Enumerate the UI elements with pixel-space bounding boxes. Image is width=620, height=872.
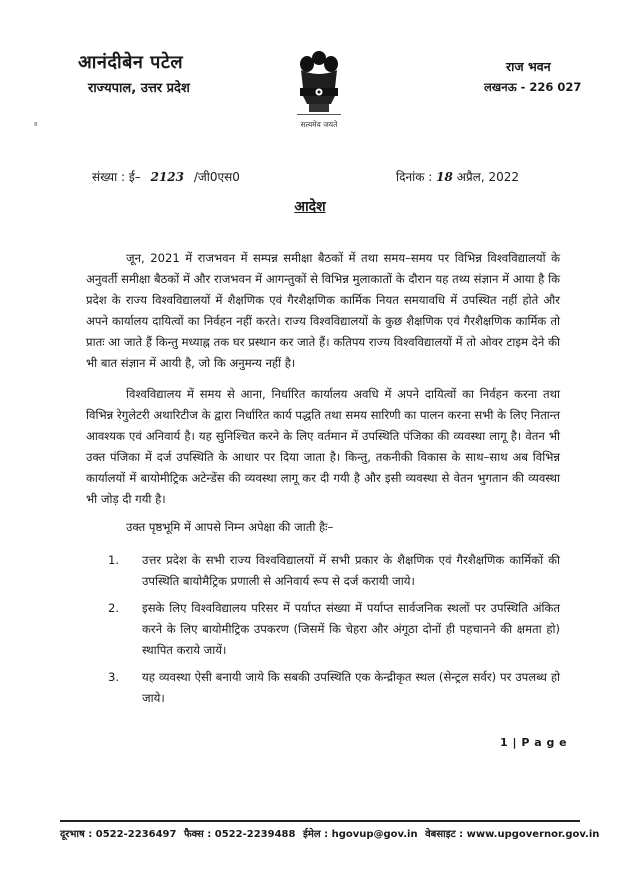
ref-prefix: संख्या : ई– bbox=[92, 170, 141, 184]
document-title: आदेश bbox=[294, 199, 326, 215]
document-date bbox=[396, 168, 519, 185]
list-item bbox=[108, 667, 560, 709]
body-paragraph-1: जून, 2021 में राजभवन में सम्पन्न समीक्षा बैठकों में तथा समय–समय पर विभिन्न विश्वविद्यालयों के अनुवर्ती समीक्षा बैठकों में और राजभवन में आगन्तुकों से विभिन्न मुलाकातों के दौरान यह तथ्य संज्ञान में आया है कि प्रदेश के राज्य विश्वविद्यालयों में शैक्षणिक एवं गैरशैक्षणिक कार्मिक नियत समयावधि में उपस्थित नहीं होते और अपने कार्यालय दायित्वों का निर्वहन नहीं करते। राज्य विश्वविद्यालयों के कुछ शैक्षणिक एवं गैरशैक्षणिक कार्मिक तो प्रातः आ जाते हैं किन्तु मध्याह्न तक घर प्रस्थान कर जाते हैं। कतिपय राज्य विश्वविद्यालयों में तो ओवर टाइम देने की भी बात संज्ञान में आयी है, जो कि अनुमन्य नहीं है। bbox=[86, 251, 560, 370]
margin-mark: ⁸ bbox=[34, 122, 38, 132]
office-name: राज भवन bbox=[506, 59, 551, 74]
footer-divider bbox=[60, 820, 580, 822]
list-item bbox=[108, 598, 560, 661]
office-city: लखनऊ - 226 027 bbox=[484, 80, 582, 94]
footer-email[interactable]: ईमेल : hgovup@gov.in bbox=[302, 829, 418, 840]
governor-role: राज्यपाल, उत्तर प्रदेश bbox=[88, 81, 190, 96]
state-emblem-icon bbox=[291, 48, 347, 136]
date-prefix: दिनांक : bbox=[396, 170, 433, 184]
item-number: 1. bbox=[108, 553, 120, 567]
footer-phone: दूरभाष : 0522-2236497 bbox=[60, 829, 177, 840]
item-number: 3. bbox=[108, 670, 120, 684]
list-item bbox=[108, 550, 560, 592]
reference-number bbox=[92, 168, 240, 185]
item-text: यह व्यवस्था ऐसी बनायी जाये कि सबकी उपस्थिति एक केन्द्रीकृत स्थल (सेन्ट्रल सर्वर) पर उपलब्ध हो जाये। bbox=[142, 670, 560, 705]
page-number: 1 | P a g e bbox=[500, 736, 568, 749]
emblem-motto: सत्यमेव जयते bbox=[300, 120, 338, 129]
directive-list bbox=[108, 550, 560, 715]
footer-contact bbox=[60, 826, 600, 840]
ref-suffix: /जी0एस0 bbox=[193, 170, 240, 184]
governor-name: आनंदीबेन पटेल bbox=[78, 52, 184, 73]
footer-fax: फैक्स : 0522-2239488 bbox=[183, 829, 296, 840]
item-number: 2. bbox=[108, 601, 120, 615]
date-rest: अप्रैल, 2022 bbox=[456, 170, 519, 184]
list-intro: उक्त पृष्ठभूमि में आपसे निम्न अपेक्षा की जाती हैः– bbox=[126, 520, 334, 534]
item-text: इसके लिए विश्वविद्यालय परिसर में पर्याप्त संख्या में पर्याप्त सार्वजनिक स्थलों पर उपस्थिति अंकित करने के लिए बायोमीट्रिक उपकरण (जिसमें कि चेहरा और अंगूठा दोनों ही पहचानने की क्षमता हो) स्थापित कराये जायें। bbox=[142, 601, 560, 657]
ref-handwritten-number: 2123 bbox=[150, 170, 184, 184]
item-text: उत्तर प्रदेश के सभी राज्य विश्वविद्यालयों में सभी प्रकार के शैक्षणिक एवं गैरशैक्षणिक कार्मिकों की उपस्थिति बायोमैट्रिक प्रणाली से अनिवार्य रूप से दर्ज करायी जाये। bbox=[142, 553, 560, 588]
date-handwritten-day: 18 bbox=[436, 170, 453, 184]
body-paragraph-2: विश्वविद्यालय में समय से आना, निर्धारित कार्यालय अवधि में अपने दायित्वों का निर्वहन करना तथा विभिन्न रेगुलेटरी अथारिटीज के द्वारा निर्धारित कार्य पद्धति तथा समय सारिणी का पालन करना सभी के लिए नितान्त आवश्यक एवं अनिवार्य है। यह सुनिश्चित करने के लिए वर्तमान में उपस्थिति पंजिका की व्यवस्था लागू है। वेतन भी उक्त पंजिका में दर्ज उपस्थिति के आधार पर दिया जाता है। किन्तु, तकनीकी विकास के साथ–साथ अब विभिन्न कार्यालयों में बायोमीट्रिक अटेन्डेंस की व्यवस्था लागू कर दी गयी है और इसी व्यवस्था से वेतन भुगतान की व्यवस्था भी जोड़ दी गयी है। bbox=[86, 387, 560, 506]
footer-website[interactable]: वेबसाइट : www.upgovernor.gov.in bbox=[425, 829, 600, 840]
